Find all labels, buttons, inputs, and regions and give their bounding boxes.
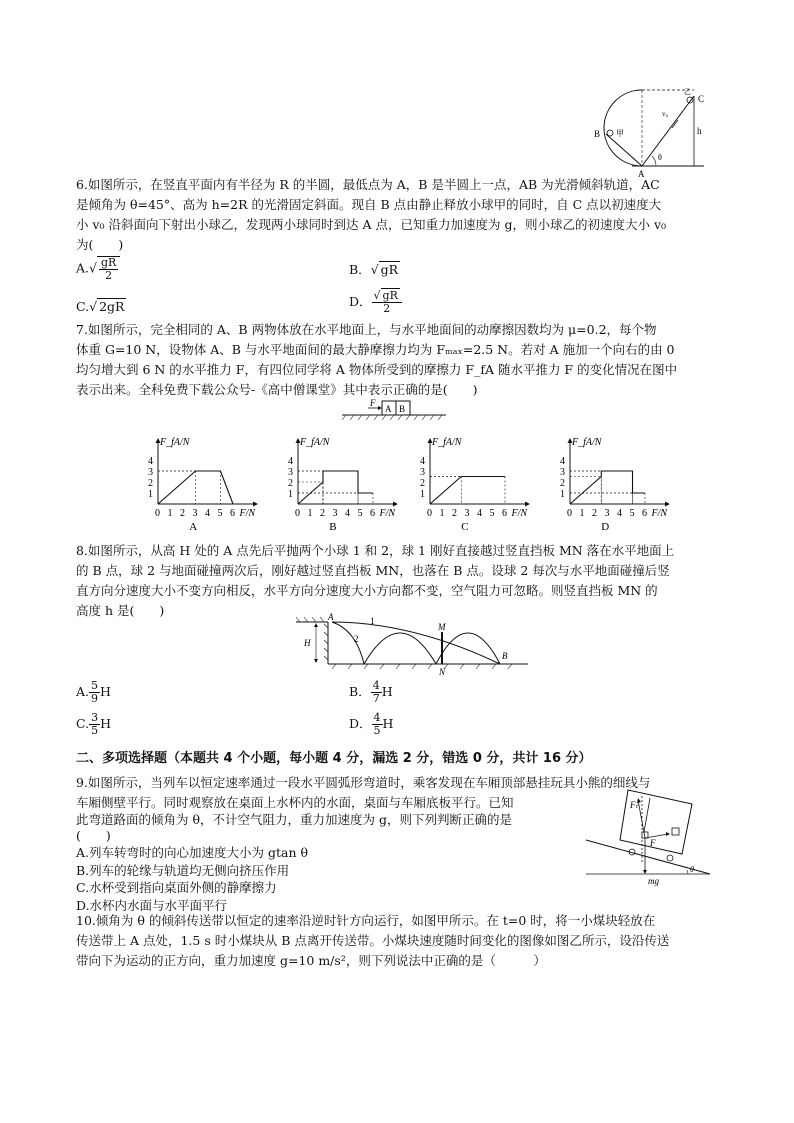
x-tick-label: 1 <box>307 508 313 519</box>
q9-label-theta: θ <box>690 865 694 874</box>
x-tick-label: 5 <box>357 508 363 519</box>
y-tick-label: 4 <box>148 456 153 467</box>
x-tick-label: 1 <box>167 508 173 519</box>
q9-option-c[interactable]: C.水杯受到指向桌面外侧的静摩擦力 <box>76 880 277 895</box>
q6-label-jia: 甲 <box>616 129 624 138</box>
q6-option-c-value: 2gR <box>99 299 125 314</box>
q8-line-3: 直方向分速度大小不变方向相反，水平方向分速度大小方向都不变，空气阻力可忽略。则竖直挡板 MN 的 <box>76 583 658 598</box>
q6-option-d-value: $\frac{√ gR}{2}$ <box>372 290 402 315</box>
q6-label-c: C <box>698 94 705 104</box>
y-tick-label: 1 <box>288 489 293 500</box>
x-tick-label: 2 <box>320 508 325 519</box>
x-tick-label: 3 <box>332 508 338 519</box>
chart-title: C <box>461 521 469 532</box>
y-tick-label: 2 <box>288 478 293 489</box>
q10-line-3: 带向下为运动的正方向，重力加速度 g=10 m/s²，则下列说法中正确的是（ ） <box>76 953 546 968</box>
q6-option-c-label: C. <box>76 299 90 314</box>
x-tick-label: 6 <box>642 508 647 519</box>
y-tick-label: 2 <box>420 478 425 489</box>
q7-chart-d <box>552 432 682 532</box>
y-tick-label: 3 <box>288 467 293 478</box>
q6-label-b: B <box>594 129 601 139</box>
x-tick-label: 0 <box>427 508 432 519</box>
x-tick-label: 3 <box>192 508 198 519</box>
y-tick-label: 2 <box>560 478 565 489</box>
q7-label-b: B <box>399 404 406 414</box>
q8-option-a[interactable] <box>76 680 111 705</box>
q6-line-1: 6.如图所示，在竖直平面内有半径为 R 的半圆，最低点为 A，B 是半圆上一点，AB 为光滑倾斜轨道，AC <box>76 177 660 192</box>
q9-line-3: 此弯道路面的倾角为 θ，不计空气阻力，重力加速度为 g，则下列判断正确的是 <box>76 812 512 827</box>
q8-option-c-label: C. <box>76 716 90 731</box>
q9-label-ft: Fₜ <box>630 800 639 810</box>
y-tick-label: 3 <box>420 467 425 478</box>
q7-line-2: 体重 G=10 N，设物体 A、B 与水平地面间的最大静摩擦力均为 Fₘₐₓ=2.5 N。若对 A 施加一个向右的由 0 <box>76 342 675 357</box>
y-tick-label: 4 <box>420 456 425 467</box>
q8-option-a-unit: H <box>100 684 111 699</box>
series-line <box>570 471 645 504</box>
x-tick-label: 3 <box>464 508 470 519</box>
x-tick-label: 4 <box>345 508 350 519</box>
x-tick-label: 6 <box>230 508 235 519</box>
x-tick-label: 2 <box>452 508 457 519</box>
q6-option-b-label: B． <box>349 262 371 277</box>
q8-option-c-unit: H <box>100 716 111 731</box>
q6-option-d[interactable] <box>349 290 402 315</box>
q8-line-1: 8.如图所示，从高 H 处的 A 点先后平抛两个小球 1 和 2，球 1 刚好直接越过竖直挡板 MN 落在水平地面上 <box>76 543 675 558</box>
x-tick-label: 0 <box>155 508 160 519</box>
q8-label-2: 2 <box>354 634 359 644</box>
x-tick-label: 3 <box>604 508 610 519</box>
series-line <box>298 471 373 504</box>
y-axis-label: F_fA/N <box>432 437 462 448</box>
q6-label-yi: 乙 <box>684 88 691 96</box>
x-axis-arrow <box>253 502 258 507</box>
y-tick-label: 3 <box>148 467 153 478</box>
chart-title: B <box>329 521 337 532</box>
q8-option-c-frac: $\frac{3}{5}$ <box>91 711 99 737</box>
x-tick-label: 5 <box>489 508 495 519</box>
q7-chart-a <box>140 432 270 532</box>
x-axis-label: F/N <box>239 508 256 519</box>
q6-option-a-value: $\frac{gR}{2}$ <box>97 256 120 282</box>
x-tick-label: 5 <box>217 508 223 519</box>
q7-label-a: A <box>385 404 392 414</box>
y-tick-label: 1 <box>560 489 565 500</box>
y-tick-label: 1 <box>148 489 153 500</box>
q6-line-2: 是倾角为 θ=45°、高为 h=2R 的光滑固定斜面。现自 B 点由静止释放小球甲的同时，自 C 点以初速度大 <box>76 197 662 212</box>
q8-label-m: M <box>438 622 446 632</box>
x-tick-label: 0 <box>295 508 300 519</box>
y-tick-label: 1 <box>420 489 425 500</box>
q8-option-d-frac: $\frac{4}{5}$ <box>373 711 381 737</box>
q8-option-d[interactable] <box>349 712 393 737</box>
q8-label-h: H <box>304 638 311 648</box>
y-tick-label: 4 <box>560 456 565 467</box>
q9-option-a[interactable]: A.列车转弯时的向心加速度大小为 gtan θ <box>76 845 309 860</box>
q9-line-4: ( ) <box>76 828 111 843</box>
chart-title: D <box>601 521 610 532</box>
q7-chart-b <box>280 432 410 532</box>
y-axis-label: F_fA/N <box>300 437 330 448</box>
q8-option-b-frac: $\frac{4}{7}$ <box>372 679 380 705</box>
q6-option-a-label: A. <box>76 260 90 276</box>
q10-line-2: 传送带上 A 点处，1.5 s 时小煤块从 B 点离开传送带。小煤块速度随时间变化的图像如图乙所示，设沿传送 <box>76 933 670 948</box>
chart-title: A <box>189 521 198 532</box>
q7-figure <box>340 398 448 422</box>
q9-line-2: 车厢侧壁平行。同时观察放在桌面上水杯内的水面，桌面与车厢底板平行。已知 <box>76 795 514 810</box>
q6-line-4: 为( ) <box>76 237 124 252</box>
q8-option-d-label: D． <box>349 716 372 731</box>
q7-label-f: F <box>370 398 376 408</box>
y-axis-label: F_fA/N <box>160 437 190 448</box>
q9-line-1: 9.如图所示，当列车以恒定速率通过一段水平圆弧形弯道时，乘客发现在车厢顶部悬挂玩具小熊的细线与 <box>76 775 651 790</box>
q9-option-d[interactable]: D.水杯内水面与水平面平行 <box>76 898 228 913</box>
q6-line-3: 小 v₀ 沿斜面向下射出小球乙，发现两小球同时到达 A 点，已知重力加速度为 g，则小球乙的初速度大小 v₀ <box>76 217 667 232</box>
y-tick-label: 3 <box>560 467 565 478</box>
x-tick-label: 5 <box>629 508 635 519</box>
q6-label-h: h <box>697 126 702 136</box>
q7-line-4: 表示出来。全科免费下载公众号-《高中僧课堂》其中表示正确的是( ) <box>76 382 478 397</box>
q8-option-b[interactable] <box>349 680 393 705</box>
q6-option-a[interactable]: A.√ $\frac{gR}{2}$ <box>76 256 120 282</box>
x-axis-arrow <box>665 502 670 507</box>
x-tick-label: 1 <box>579 508 585 519</box>
q8-figure <box>292 612 532 678</box>
q7-line-1: 7.如图所示，完全相同的 A、B 两物体放在水平地面上，与水平地面间的动摩擦因数均为 μ=0.2，每个物 <box>76 322 657 337</box>
q8-label-a: A <box>328 612 334 622</box>
q8-option-d-unit: H <box>382 716 394 731</box>
q10-line-1: 10.倾角为 θ 的倾斜传送带以恒定的速率沿逆时针方向运行，如图甲所示。在 t=0 时，将一小煤块轻放在 <box>76 913 656 928</box>
section-2-title: 二、多项选择题（本题共 4 个小题，每小题 4 分，漏选 2 分，错选 0 分，共计 16 分） <box>76 751 592 766</box>
q6-option-c[interactable]: C.√ 2gR <box>76 299 125 314</box>
q6-option-b[interactable]: B．√ gR <box>349 262 399 277</box>
series-line <box>430 477 505 505</box>
q9-label-mg: mg <box>648 876 659 886</box>
x-axis-label: F/N <box>511 508 528 519</box>
x-axis-arrow <box>525 502 530 507</box>
q8-option-a-frac: $\frac{5}{9}$ <box>91 679 99 705</box>
q8-option-b-label: B． <box>349 684 371 699</box>
x-axis-arrow <box>393 502 398 507</box>
q8-option-c[interactable] <box>76 712 111 737</box>
q7-line-3: 均匀增大到 6 N 的水平推力 F，有四位同学将 A 物体所受到的摩擦力 F_fA 随水平推力 F 的变化情况在图中 <box>76 362 678 377</box>
x-tick-label: 2 <box>592 508 597 519</box>
x-tick-label: 6 <box>370 508 375 519</box>
q8-label-b: B <box>502 651 508 661</box>
x-axis-label: F/N <box>651 508 668 519</box>
x-axis-label: F/N <box>379 508 396 519</box>
q6-label-v0: v₀ <box>662 110 668 118</box>
x-tick-label: 4 <box>617 508 622 519</box>
x-tick-label: 4 <box>477 508 482 519</box>
q8-line-2: 的 B 点，球 2 与地面碰撞两次后，刚好越过竖直挡板 MN，也落在 B 点。设球 2 每次与水平地面碰撞后竖 <box>76 563 670 578</box>
q9-figure <box>584 788 714 888</box>
x-tick-label: 4 <box>205 508 210 519</box>
y-axis-label: F_fA/N <box>572 437 602 448</box>
x-tick-label: 6 <box>502 508 507 519</box>
q8-label-n: N <box>439 667 446 677</box>
q6-figure <box>586 86 726 178</box>
q8-line-4: 高度 h 是( ) <box>76 603 165 618</box>
q8-option-a-label: A. <box>76 684 90 699</box>
q6-option-d-label: D． <box>349 294 372 309</box>
y-tick-label: 2 <box>148 478 153 489</box>
q7-chart-c <box>412 432 542 532</box>
q8-label-1: 1 <box>370 616 375 626</box>
x-tick-label: 2 <box>180 508 185 519</box>
x-tick-label: 0 <box>567 508 572 519</box>
q6-option-b-value: gR <box>380 262 399 277</box>
q9-option-b[interactable]: B.列车的轮缘与轨道均无侧向挤压作用 <box>76 863 290 878</box>
x-tick-label: 1 <box>439 508 445 519</box>
q6-label-theta: θ <box>658 153 662 162</box>
q9-label-f: F <box>650 838 656 848</box>
q6-label-a: A <box>638 169 645 178</box>
q8-option-b-unit: H <box>381 684 393 699</box>
y-tick-label: 4 <box>288 456 293 467</box>
